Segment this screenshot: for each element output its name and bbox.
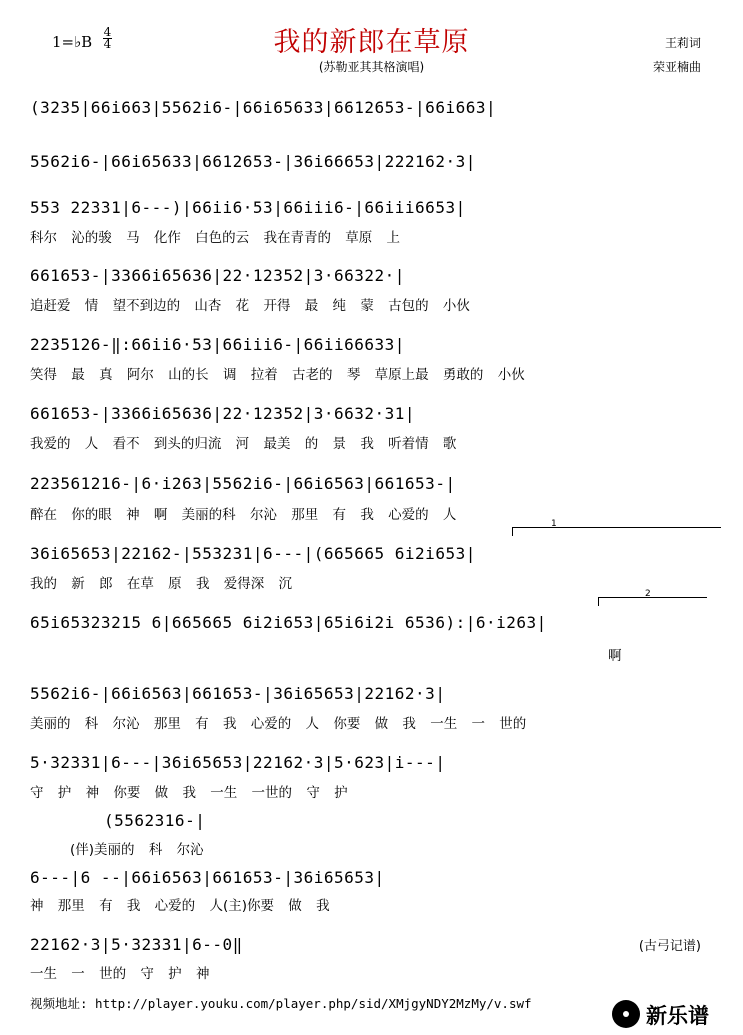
song-title: 我的新郎在草原: [273, 27, 470, 58]
notation-line-9: 65i65323215 6|665665 6i2i653|65i6i2i 6536):|6·i263|: [30, 613, 547, 632]
notation-line-5: 2235126-‖:66ii6·53|66iii6-|66ii66633|: [30, 335, 405, 354]
notation-line-14: 22162·3|5·32331|6--0‖: [30, 935, 243, 954]
lyric-line-4: 追赶爱 情 望不到边的 山杏 花 开得 最 纯 蒙 古包的 小伙: [30, 298, 470, 314]
lyric-line-13: 神 那里 有 我 心爱的 人(主)你要 做 我: [30, 898, 330, 914]
site-logo[interactable]: [608, 998, 738, 1030]
lyric-line-12: (伴)美丽的 科 尔沁: [70, 842, 204, 858]
transcriber-credit: (古弓记谱): [638, 939, 701, 954]
logo-label: 新乐谱: [646, 1004, 709, 1028]
lyricist-credit: 王莉词: [664, 36, 701, 50]
notation-line-1: (3235|66i663|5562i6-|66i65633|6612653-|66i663|: [30, 98, 497, 117]
notation-line-6: 661653-|3366i65636|22·12352|3·6632·31|: [30, 404, 416, 423]
volta-bracket-1: [512, 519, 721, 536]
notation-line-2: 5562i6-|66i65633|6612653-|36i66653|222162·3|: [30, 152, 476, 171]
lyric-line-3: 科尔 沁的骏 马 化作 白色的云 我在青青的 草原 上: [30, 230, 401, 246]
lyric-line-8: 我的 新 郎 在草 原 我 爱得深 沉: [30, 576, 293, 592]
meter-top: 4: [103, 25, 112, 39]
notation-line-8: 36i65653|22162-|553231|6---|(665665 6i2i653|: [30, 544, 476, 563]
lyric-line-7: 醉在 你的眼 神 啊 美丽的科 尔沁 那里 有 我 心爱的 人: [30, 507, 457, 523]
notation-line-12: (5562316-|: [104, 811, 206, 830]
notation-line-10: 5562i6-|66i6563|661653-|36i65653|22162·3|: [30, 684, 446, 703]
lyric-line-14: 一生 一 世的 守 护 神: [30, 966, 210, 982]
key-signature: 1=♭B: [52, 33, 93, 51]
notation-line-7: 223561216-|6·i263|5562i6-|66i6563|661653-|: [30, 474, 456, 493]
lyric-line-6: 我爱的 人 看不 到头的归流 河 最美 的 景 我 听着情 歌: [30, 436, 457, 452]
notation-line-4: 661653-|3366i65636|22·12352|3·66322·|: [30, 266, 405, 285]
composer-credit: 荣亚楠曲: [652, 60, 701, 74]
lyric-line-11: 守 护 神 你要 做 我 一生 一世的 守 护: [30, 785, 348, 801]
volta-2-label: 2: [645, 589, 651, 599]
lyric-line-5: 笑得 最 真 阿尔 山的长 调 拉着 古老的 琴 草原上最 勇敢的 小伙: [30, 367, 525, 383]
time-signature: [103, 27, 112, 50]
notation-line-3: 553 22331|6---)|66ii6·53|66iii6-|66iii6653|: [30, 198, 466, 217]
vinyl-disc-icon: [612, 1000, 640, 1028]
song-subtitle: (苏勒亚其其格演唱): [318, 60, 425, 74]
video-link[interactable]: 视频地址: http://player.youku.com/player.php/sid/XMjgyNDY2MzMy/v.swf: [30, 996, 532, 1011]
meter-bottom: 4: [103, 37, 112, 51]
notation-line-11: 5·32331|6---|36i65653|22162·3|5·623|i---|: [30, 753, 446, 772]
lyric-line-9: 啊: [608, 648, 622, 664]
volta-1-label: 1: [551, 519, 557, 529]
lyric-line-10: 美丽的 科 尔沁 那里 有 我 心爱的 人 你要 做 我 一生 一 世的: [30, 716, 527, 732]
volta-bracket-2: [598, 589, 707, 606]
notation-line-13: 6---|6 --|66i6563|661653-|36i65653|: [30, 868, 385, 887]
